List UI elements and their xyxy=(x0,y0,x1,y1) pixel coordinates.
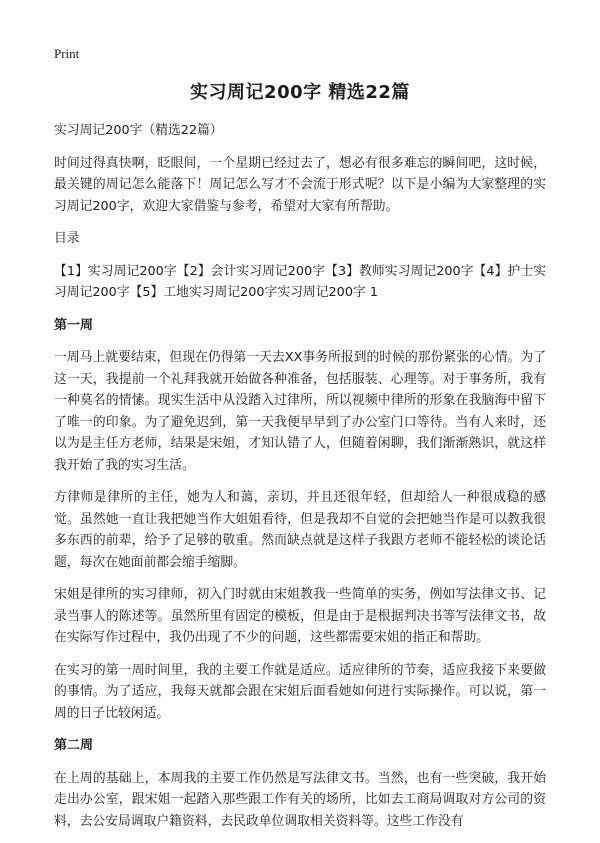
body-paragraph: 宋姐是律所的实习律师，初入门时就由宋姐教我一些简单的实务，例如写法律文书、记录当事人的陈述等。虽然所里有固定的模板，但是由于是根据判决书等写法律文书，故在实际写作过程中，我仍出现了不少的问题，这些都需要宋姐的指正和帮助。 xyxy=(54,587,546,645)
document-page xyxy=(54,80,546,843)
page-title: 实习周记200字 精选22篇 xyxy=(190,82,410,103)
toc-heading: 目录 xyxy=(54,231,80,246)
section-heading-week-1: 第一周 xyxy=(54,317,94,333)
intro-paragraph: 时间过得真快啊，眨眼间，一个星期已经过去了，想必有很多难忘的瞬间吧，这时候，最关键的周记怎么能落下！周记怎么写才不会流于形式呢？以下是小编为大家整理的实习周记200字，欢迎大家借鉴与参考，希望对大家有所帮助。 xyxy=(54,155,546,214)
document-subtitle: 实习周记200字（精选22篇） xyxy=(54,123,223,138)
body-paragraph: 一周马上就要结束，但现在仍得第一天去XX事务所报到的时候的那份紧张的心情。为了这一天，我提前一个礼拜我就开始做各种准备，包括服装、心理等。对于事务所，我有一种莫名的情愫。现实生活中从没踏入过律所，所以视频中律所的形象在我脑海中留下了唯一的印象。为了避免迟到，第一天我便早早到了办公室门口等待。当有人来时，还以为是主任方老师，结果是宋姐，才知认错了人，但随着闲聊，我们渐渐熟识，就这样我开始了我的实习生活。 xyxy=(54,350,546,473)
body-paragraph: 在实习的第一周时间里，我的主要工作就是适应。适应律所的节奏，适应我接下来要做的事情。为了适应，我每天就都会跟在宋姐后面看她如何进行实际操作。可以说，第一周的日子比较闲适。 xyxy=(54,662,546,721)
body-paragraph: 在上周的基础上，本周我的主要工作仍然是写法律文书。当然，也有一些突破，我开始走出办公室，跟宋姐一起踏入那些跟工作有关的场所，比如去工商局调取对方公司的资料，去公安局调取户籍资料，去民政单位调取相关资料等。这些工作没有 xyxy=(54,770,546,829)
body-paragraph: 方律师是律所的主任，她为人和蔼，亲切，并且还很年轻，但却给人一种很成稳的感觉。虽然她一直让我把她当作大姐姐看待，但是我却不自觉的会把她当作是可以教我很多东西的前辈，给予了足够的敬重。然而缺点就是这样子我跟方老师不能轻松的谈论话题，每次在她面前都会缩手缩脚。 xyxy=(54,490,546,570)
print-link[interactable]: Print xyxy=(54,46,80,61)
section-heading-week-2: 第二周 xyxy=(54,738,94,753)
toc-line: 【1】实习周记200字【2】会计实习周记200字【3】教师实习周记200字【4】护士实习周记200字【5】工地实习周记200字实习周记200字 1 xyxy=(54,263,546,300)
